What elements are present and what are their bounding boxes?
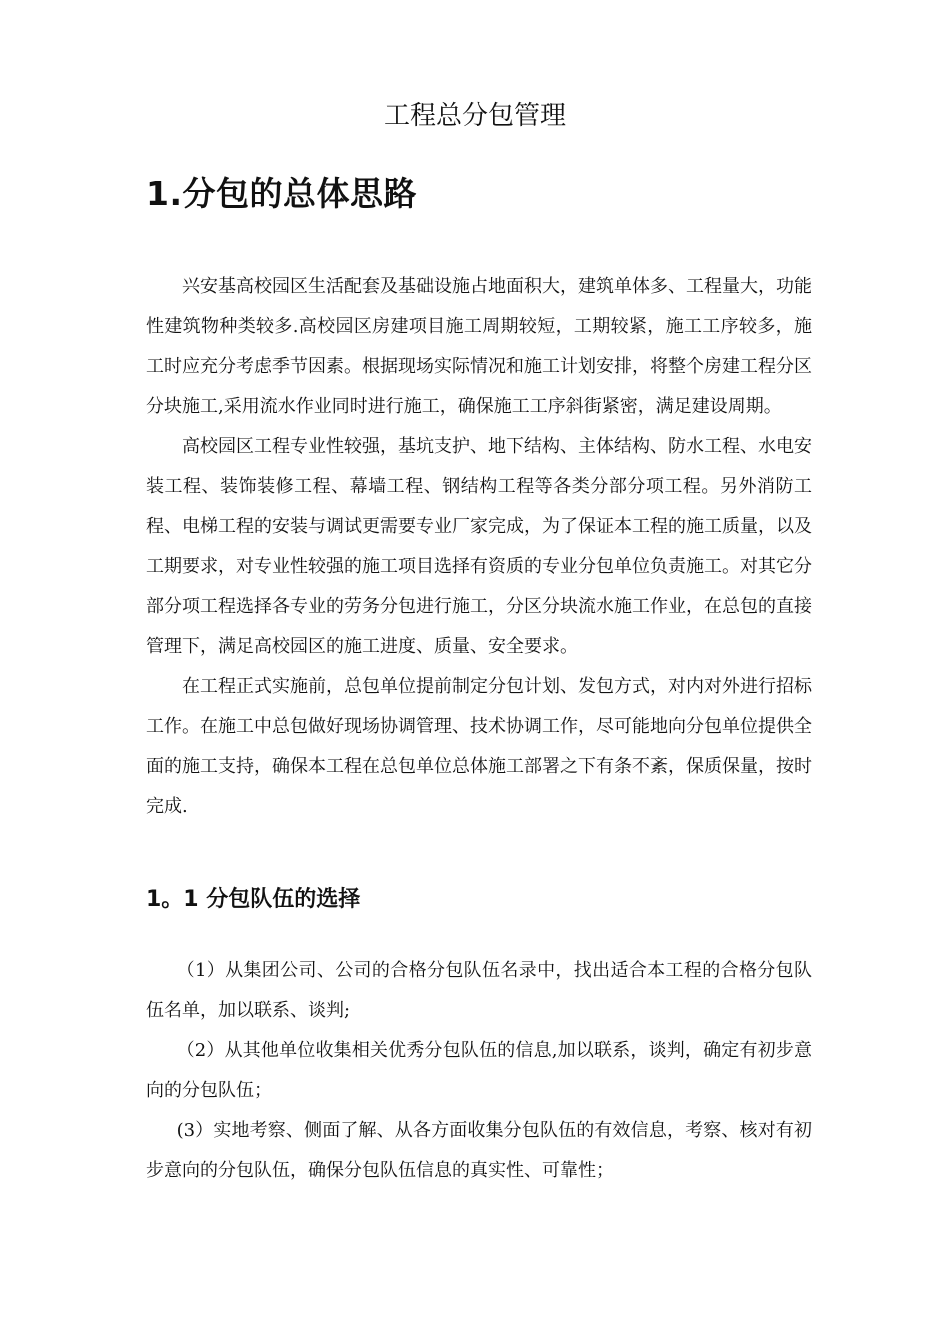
document-title: 工程总分包管理 — [383, 101, 566, 131]
list-item: (3）实地考察、侧面了解、从各方面收集分包队伍的有效信息，考察、核对有初步意向的分包队伍，确保分包队伍信息的真实性、可靠性； — [146, 1120, 812, 1181]
subsection-body-team-selection — [146, 951, 812, 1191]
list-item: （2）从其他单位收集相关优秀分包队伍的信息,加以联系，谈判，确定有初步意向的分包队伍； — [146, 1040, 812, 1101]
section-heading-overall-approach: 1.分包的总体思路 — [146, 174, 417, 213]
paragraph: 在工程正式实施前，总包单位提前制定分包计划、发包方式，对内对外进行招标工作。在施工中总包做好现场协调管理、技术协调工作，尽可能地向分包单位提供全面的施工支持，确保本工程在总包单位总体施工部署之下有条不紊，保质保量，按时完成. — [146, 676, 812, 817]
section-body-overall-approach — [146, 267, 812, 827]
subsection-heading-team-selection: 1。1 分包队伍的选择 — [146, 887, 361, 912]
list-item: （1）从集团公司、公司的合格分包队伍名录中，找出适合本工程的合格分包队伍名单，加以联系、谈判; — [146, 960, 812, 1021]
paragraph: 兴安基高校园区生活配套及基础设施占地面积大，建筑单体多、工程量大，功能性建筑物种类较多.高校园区房建项目施工周期较短，工期较紧，施工工序较多，施工时应充分考虑季节因素。根据现场实际情况和施工计划安排，将整个房建工程分区分块施工,采用流水作业同时进行施工，确保施工工序斜街紧密，满足建设周期。 — [146, 276, 812, 417]
paragraph: 高校园区工程专业性较强，基坑支护、地下结构、主体结构、防水工程、水电安装工程、装饰装修工程、幕墙工程、钢结构工程等各类分部分项工程。另外消防工程、电梯工程的安装与调试更需要专业厂家完成，为了保证本工程的施工质量，以及工期要求，对专业性较强的施工项目选择有资质的专业分包单位负责施工。对其它分部分项工程选择各专业的劳务分包进行施工，分区分块流水施工作业，在总包的直接管理下，满足高校园区的施工进度、质量、安全要求。 — [146, 436, 812, 657]
